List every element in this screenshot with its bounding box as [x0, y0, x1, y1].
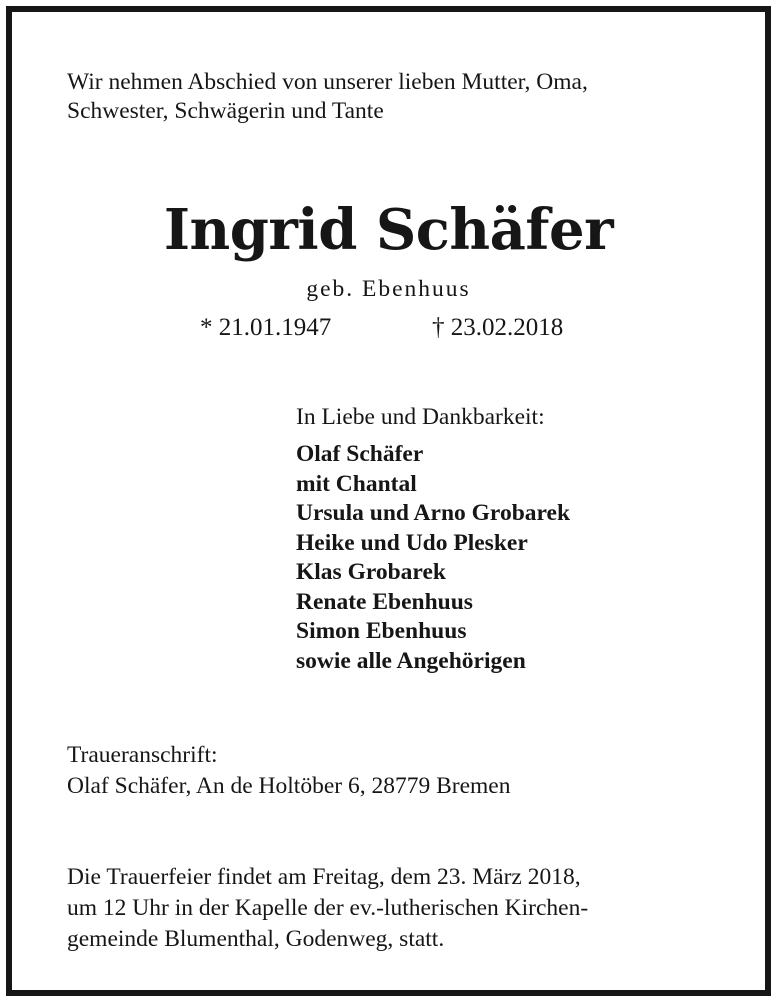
maiden-name: geb. Ebenhuus: [306, 276, 471, 302]
mourners-block: [296, 402, 736, 676]
mourner-name: Heike und Udo Plesker: [296, 529, 528, 556]
birth-date: * 21.01.1947: [200, 314, 332, 341]
address-label: Traueranschrift:: [67, 742, 218, 768]
mourning-address: [67, 740, 510, 802]
address-text: Olaf Schäfer, An de Holtöber 6, 28779 Bremen: [67, 773, 511, 799]
mourner-name: Klas Grobarek: [296, 559, 446, 585]
mourner-name: mit Chantal: [296, 470, 417, 497]
intro-line: Schwester, Schwägerin und Tante: [67, 98, 384, 124]
ceremony-line: gemeinde Blumenthal, Godenweg, statt.: [67, 926, 445, 952]
mourner-name: Renate Ebenhuus: [296, 588, 473, 615]
deceased-name: Ingrid Schäfer: [163, 197, 614, 263]
ceremony-line: um 12 Uhr in der Kapelle der ev.-lutherischen Kirchen-: [67, 895, 589, 921]
mourner-name: sowie alle Angehörigen: [296, 647, 526, 674]
obituary-frame: [6, 6, 771, 996]
death-date: † 23.02.2018: [432, 314, 564, 341]
gratitude-line: In Liebe und Dankbarkeit:: [296, 404, 545, 430]
mourners-list: [296, 440, 736, 676]
mourner-name: Simon Ebenhuus: [296, 618, 467, 644]
ceremony-line: Die Trauerfeier findet am Freitag, dem 23. März 2018,: [67, 864, 581, 890]
intro-text: [67, 68, 757, 126]
ceremony-info: [67, 862, 588, 955]
mourner-name: Ursula und Arno Grobarek: [296, 500, 571, 526]
intro-line: Wir nehmen Abschied von unserer lieben Mutter, Oma,: [67, 69, 588, 95]
mourner-name: Olaf Schäfer: [296, 441, 424, 467]
